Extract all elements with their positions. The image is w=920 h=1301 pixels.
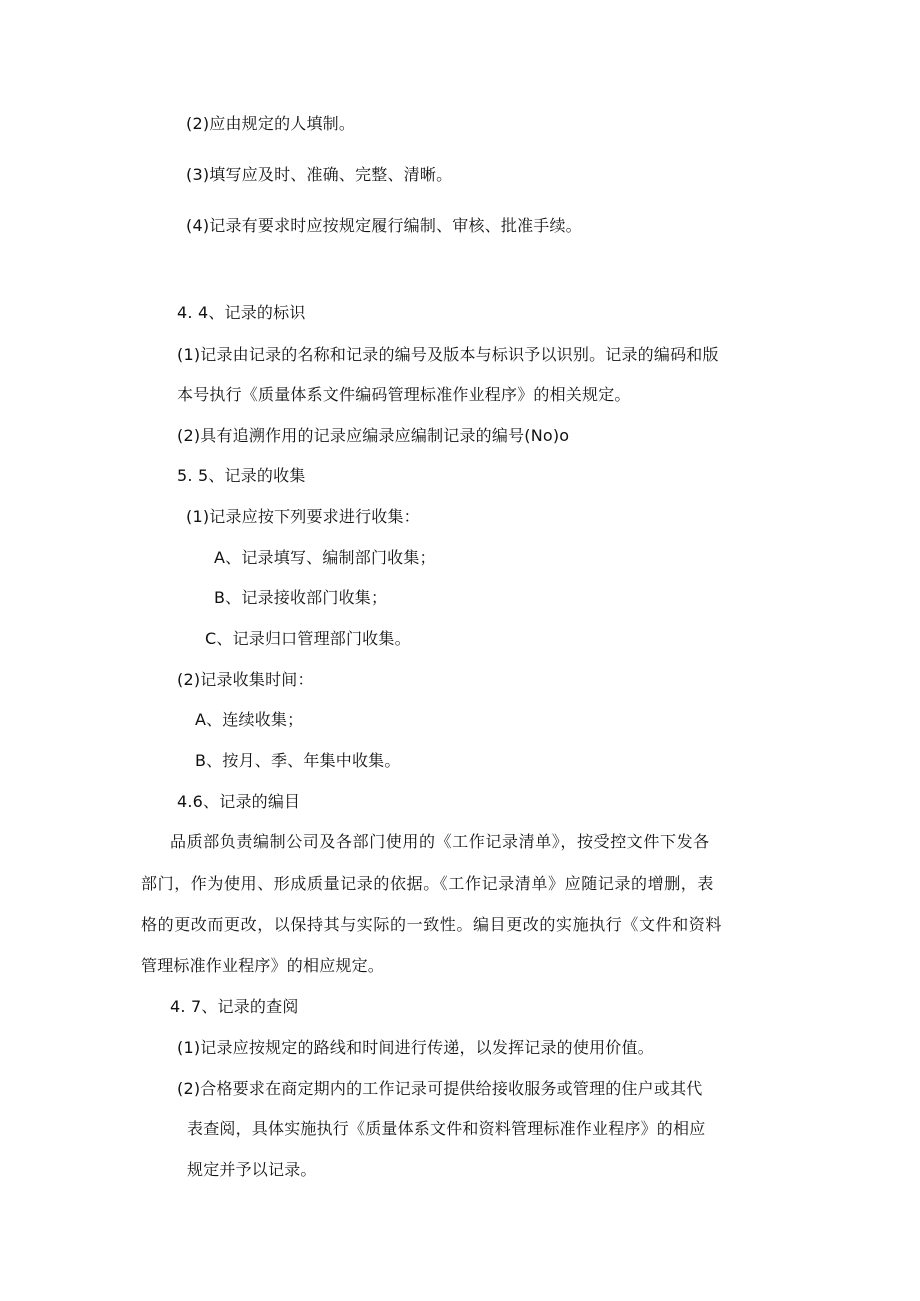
text-line-collection-1b: B、记录接收部门收集； [214, 588, 388, 607]
text-line-identification-1: (1)记录由记录的名称和记录的编号及版本与标识予以识别。记录的编码和版 [177, 345, 719, 364]
text-line-identification-2: (2)具有追溯作用的记录应编录应编制记录的编号(No)o [177, 426, 570, 445]
section-heading-4-7: 4. 7、记录的查阅 [170, 997, 299, 1016]
text-line-rule-2: (2)应由规定的人填制。 [186, 114, 356, 133]
section-heading-5-5: 5. 5、记录的收集 [177, 466, 306, 485]
text-line-collection-2a: A、连续收集； [195, 710, 304, 729]
text-line-collection-2b: B、按月、季、年集中收集。 [195, 751, 401, 770]
paragraph-cataloging-line-2: 部门，作为使用、形成质量记录的依据。《工作记录清单》应随记录的增删，表 [141, 874, 715, 893]
paragraph-cataloging-line-1: 品质部负责编制公司及各部门使用的《工作记录清单》，按受控文件下发各 [170, 832, 710, 851]
text-line-identification-1-cont: 本号执行《质量体系文件编码管理标准作业程序》的相关规定。 [177, 385, 631, 404]
section-heading-4-6: 4.6、记录的编目 [177, 792, 301, 811]
text-line-collection-1c: C、记录归口管理部门收集。 [205, 629, 411, 648]
section-heading-4-4: 4. 4、记录的标识 [177, 303, 306, 322]
text-line-rule-3: (3)填写应及时、准确、完整、清晰。 [186, 165, 453, 184]
text-line-collection-1: (1)记录应按下列要求进行收集： [186, 507, 420, 526]
text-line-access-2-cont: 表查阅，具体实施执行《质量体系文件和资料管理标准作业程序》的相应 [187, 1119, 706, 1138]
paragraph-cataloging-line-3: 格的更改而更改，以保持其与实际的一致性。编目更改的实施执行《文件和资料 [141, 915, 723, 934]
text-line-access-2-end: 规定并予以记录。 [187, 1160, 317, 1179]
paragraph-cataloging-line-4: 管理标准作业程序》的相应规定。 [141, 956, 385, 975]
text-line-access-2: (2)合格要求在商定期内的工作记录可提供给接收服务或管理的住户或其代 [177, 1079, 703, 1098]
text-line-rule-4: (4)记录有要求时应按规定履行编制、审核、批准手续。 [186, 216, 582, 235]
text-line-access-1: (1)记录应按规定的路线和时间进行传递，以发挥记录的使用价值。 [177, 1038, 654, 1057]
text-line-collection-1a: A、记录填写、编制部门收集； [214, 548, 436, 567]
text-line-collection-2: (2)记录收集时间： [177, 670, 314, 689]
